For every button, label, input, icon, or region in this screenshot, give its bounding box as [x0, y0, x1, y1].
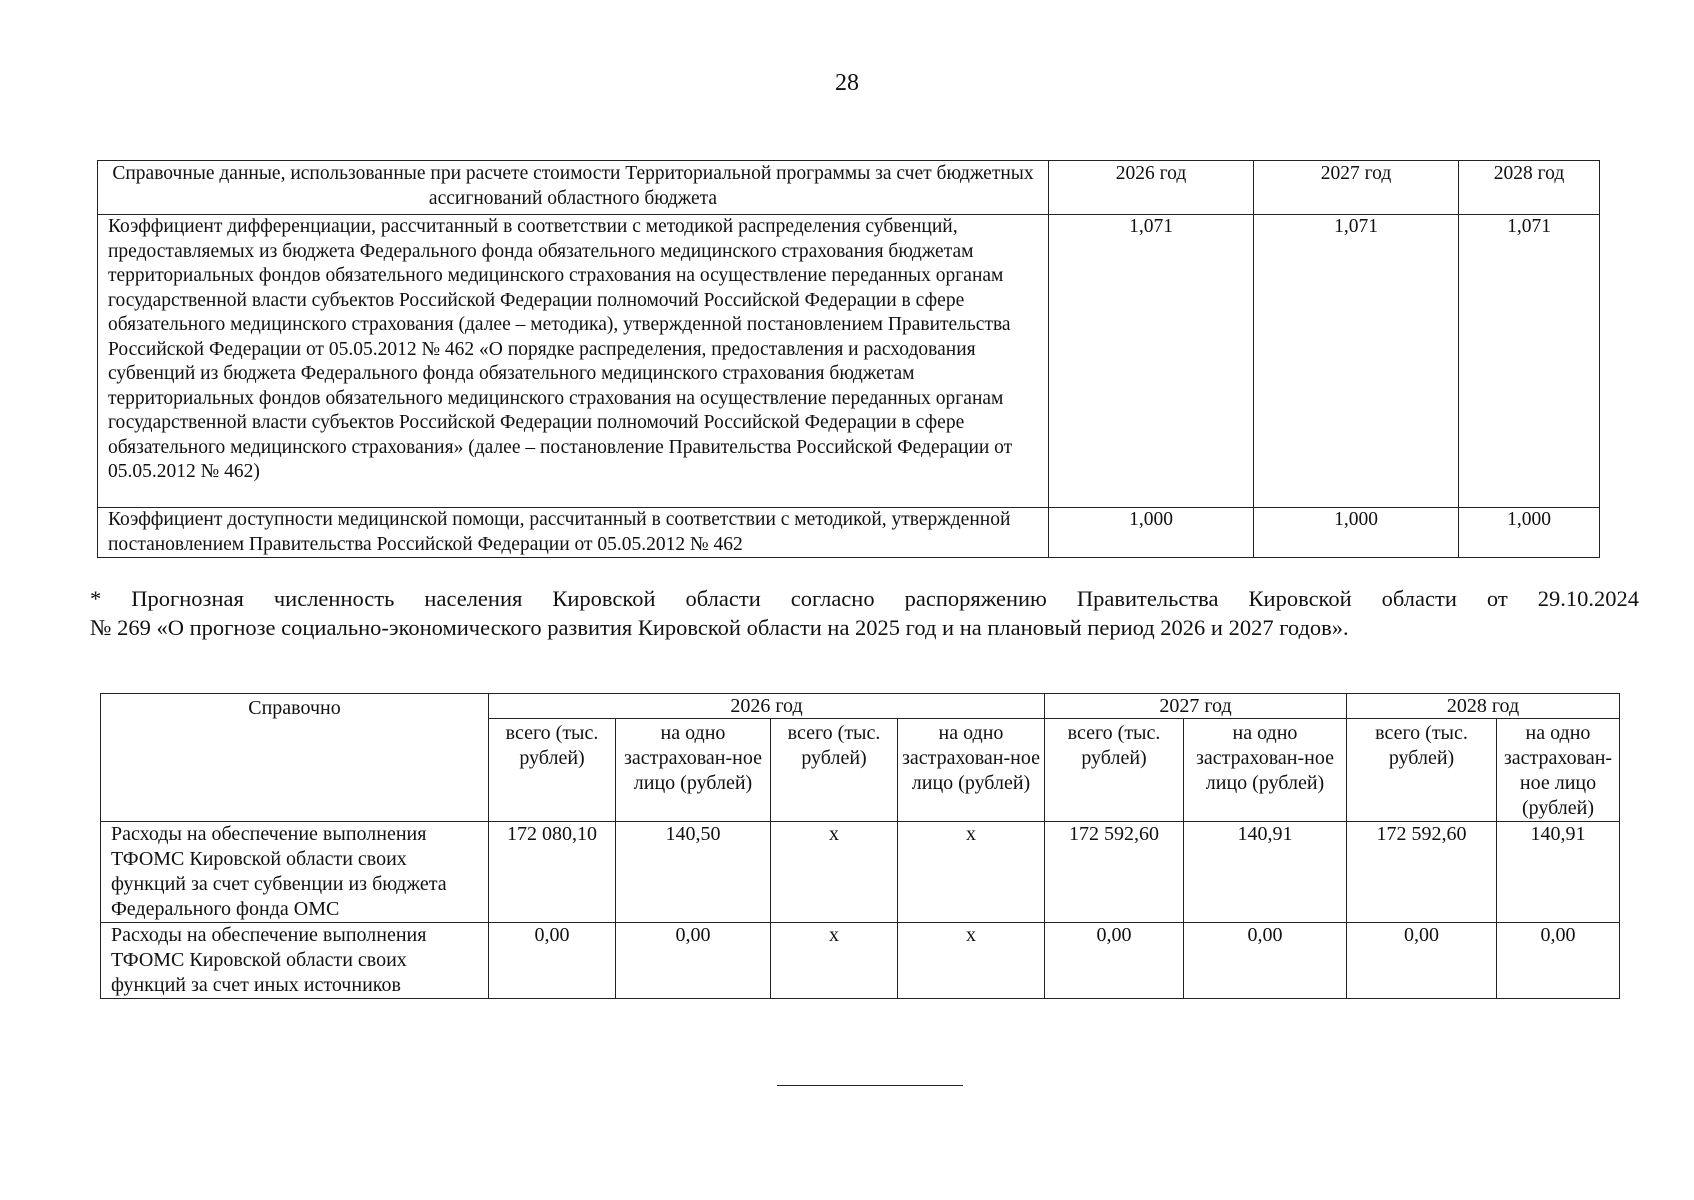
- row-label: Расходы на обеспечение выполнения ТФОМС Кировской области своих функций за счет субвенции из бюджета Федерального фонда ОМС: [101, 822, 489, 923]
- header-year-2026: 2026 год: [489, 694, 1045, 719]
- header-label: Справочно: [101, 694, 489, 822]
- header-year-2028: 2028 год: [1459, 161, 1600, 215]
- cell-value: 1,071: [1254, 215, 1459, 508]
- cell-value: х: [898, 923, 1045, 999]
- row-label: Расходы на обеспечение выполнения ТФОМС Кировской области своих функций за счет иных источников: [101, 923, 489, 999]
- subheader-total: всего (тыс. рублей): [1045, 719, 1184, 822]
- subheader-total: всего (тыс. рублей): [1347, 719, 1497, 822]
- cell-value: 172 592,60: [1045, 822, 1184, 923]
- footnote-line: № 269 «О прогнозе социально-экономического развития Кировской области на 2025 год и на плановый период 2026 и 2027 годов».: [90, 615, 1349, 640]
- cell-value: х: [771, 923, 898, 999]
- cell-value: 140,91: [1184, 822, 1347, 923]
- subheader-per-insured: на одно застрахован-ное лицо (рублей): [1184, 719, 1347, 822]
- reference-data-table: [97, 160, 1600, 558]
- cell-value: 172 592,60: [1347, 822, 1497, 923]
- subheader-total: всего (тыс. рублей): [489, 719, 616, 822]
- cell-value: 140,50: [616, 822, 771, 923]
- footnote-line: * Прогнозная численность населения Кировской области согласно распоряжению Правительства Кировской области от 29.10.2024: [90, 586, 1639, 611]
- end-rule: [777, 1085, 963, 1086]
- table-row: [98, 215, 1600, 508]
- cell-value: 1,071: [1049, 215, 1254, 508]
- footnote: [90, 584, 1639, 642]
- cell-value: 1,071: [1459, 215, 1600, 508]
- cell-value: 140,91: [1497, 822, 1620, 923]
- cell-value: 0,00: [616, 923, 771, 999]
- cell-value: 0,00: [1347, 923, 1497, 999]
- cell-value: 1,000: [1049, 508, 1254, 558]
- cell-value: х: [898, 822, 1045, 923]
- expenses-table: [100, 693, 1620, 999]
- cell-value: 0,00: [489, 923, 616, 999]
- cell-value: 1,000: [1459, 508, 1600, 558]
- cell-value: 172 080,10: [489, 822, 616, 923]
- subheader-total: всего (тыс. рублей): [771, 719, 898, 822]
- table-row: [101, 923, 1620, 999]
- subheader-per-insured: на одно застрахован-ное лицо (рублей): [616, 719, 771, 822]
- header-year-2027: 2027 год: [1254, 161, 1459, 215]
- header-year-2027: 2027 год: [1045, 694, 1347, 719]
- table-row: [98, 508, 1600, 558]
- cell-value: 0,00: [1184, 923, 1347, 999]
- cell-value: 1,000: [1254, 508, 1459, 558]
- subheader-per-insured: на одно застрахован-ное лицо (рублей): [1497, 719, 1620, 822]
- subheader-per-insured: на одно застрахован-ное лицо (рублей): [898, 719, 1045, 822]
- header-label: Справочные данные, использованные при расчете стоимости Территориальной программы за счет бюджетных ассигнований областного бюджета: [98, 161, 1049, 215]
- table-header-row: [101, 694, 1620, 719]
- table-row: [101, 822, 1620, 923]
- header-year-2028: 2028 год: [1347, 694, 1620, 719]
- row-label: Коэффициент дифференциации, рассчитанный в соответствии с методикой распределения субвенций, предоставляемых из бюджета Федерального фонда обязательного медицинского страхования бюджетам территориальных фондов обязательного медицинского страхования на осуществление переданных органам государственной власти субъектов Российской Федерации полномочий Российской Федерации в сфере обязательного медицинского страхования (далее – методика), утвержденной постановлением Правительства Российской Федерации от 05.05.2012 № 462 «О порядке распределения, предоставления и расходования субвенций из бюджета Федерального фонда обязательного медицинского страхования бюджетам территориальных фондов обязательного медицинского страхования на осуществление переданных органам государственной власти субъектов Российской Федерации полномочий Российской Федерации в сфере обязательного медицинского страхования» (далее – постановление Правительства Российской Федерации от 05.05.2012 № 462): [98, 215, 1049, 508]
- header-year-2026: 2026 год: [1049, 161, 1254, 215]
- cell-value: 0,00: [1497, 923, 1620, 999]
- cell-value: 0,00: [1045, 923, 1184, 999]
- row-label: Коэффициент доступности медицинской помощи, рассчитанный в соответствии с методикой, утвержденной постановлением Правительства Российской Федерации от 05.05.2012 № 462: [98, 508, 1049, 558]
- cell-value: х: [771, 822, 898, 923]
- table-header-row: [98, 161, 1600, 215]
- page-number: 28: [835, 70, 859, 96]
